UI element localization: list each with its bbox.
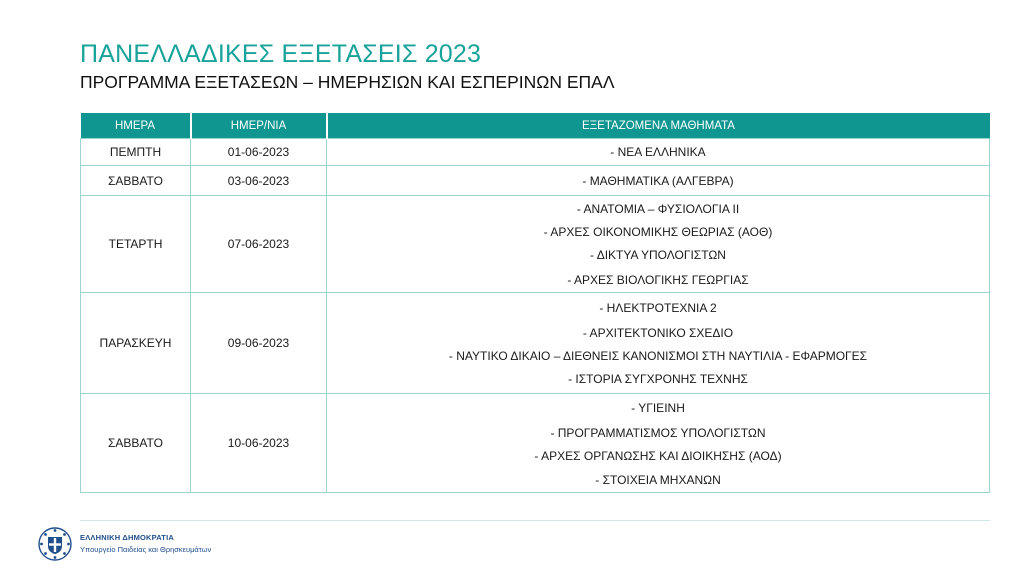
subject-item: - ΝΕΑ ΕΛΛΗΝΙΚΑ bbox=[610, 145, 706, 159]
day-cell: ΠΑΡΑΣΚΕΥΗ bbox=[81, 293, 191, 394]
subject-item: - ΗΛΕΚΤΡΟΤΕΧΝΙΑ 2 bbox=[599, 301, 717, 315]
subject-item: - ΔΙΚΤΥΑ ΥΠΟΛΟΓΙΣΤΩΝ bbox=[590, 248, 726, 262]
column-header-subjects: ΕΞΕΤΑΖΟΜΕΝΑ ΜΑΘΗΜΑΤΑ bbox=[327, 113, 990, 139]
subjects-cell bbox=[327, 139, 990, 166]
date-cell: 09-06-2023 bbox=[191, 293, 327, 394]
footer-divider bbox=[80, 520, 990, 521]
subject-item: - ΑΝΑΤΟΜΙΑ – ΦΥΣΙΟΛΟΓΙΑ ΙΙ bbox=[576, 201, 740, 216]
subjects-cell bbox=[327, 394, 990, 493]
exam-schedule-table bbox=[80, 113, 990, 493]
date-cell: 01-06-2023 bbox=[191, 139, 327, 166]
column-header-day: ΗΜΕΡΑ bbox=[81, 113, 191, 139]
table-row bbox=[81, 166, 990, 196]
column-header-date: ΗΜΕΡ/ΝΙΑ bbox=[191, 113, 327, 139]
subject-item: - ΜΑΘΗΜΑΤΙΚΑ (ΑΛΓΕΒΡΑ) bbox=[582, 173, 734, 188]
subject-item: - ΑΡΧΕΣ ΟΡΓΑΝΩΣΗΣ ΚΑΙ ΔΙΟΙΚΗΣΗΣ (ΑΟΔ) bbox=[534, 448, 782, 463]
subjects-cell bbox=[327, 196, 990, 293]
subject-item: - ΣΤΟΙΧΕΙΑ ΜΗΧΑΝΩΝ bbox=[595, 472, 721, 487]
day-cell: ΠΕΜΠΤΗ bbox=[81, 139, 191, 166]
subject-item: - ΥΓΙΕΙΝΗ bbox=[631, 401, 685, 415]
footer-republic-label: ΕΛΛΗΝΙΚΗ ΔΗΜΟΚΡΑΤΙΑ bbox=[80, 533, 174, 542]
subject-item: - ΑΡΧΕΣ ΟΙΚΟΝΟΜΙΚΗΣ ΘΕΩΡΙΑΣ (ΑΟΘ) bbox=[543, 225, 773, 239]
page-subtitle: ΠΡΟΓΡΑΜΜΑ ΕΞΕΤΑΣΕΩΝ – ΗΜΕΡΗΣΙΩΝ ΚΑΙ ΕΣΠΕΡΙΝΩΝ ΕΠΑΛ bbox=[80, 72, 615, 92]
page-title: ΠΑΝΕΛΛΑΔΙΚΕΣ ΕΞΕΤΑΣΕΙΣ 2023 bbox=[80, 40, 482, 68]
subject-item: - ΙΣΤΟΡΙΑ ΣΥΓΧΡΟΝΗΣ ΤΕΧΝΗΣ bbox=[568, 372, 748, 386]
subject-item: - ΠΡΟΓΡΑΜΜΑΤΙΣΜΟΣ ΥΠΟΛΟΓΙΣΤΩΝ bbox=[550, 426, 766, 440]
table-row bbox=[81, 139, 990, 166]
table-header-row bbox=[81, 113, 990, 139]
day-cell: ΤΕΤΑΡΤΗ bbox=[81, 196, 191, 293]
date-cell: 10-06-2023 bbox=[191, 394, 327, 493]
table-body bbox=[81, 139, 990, 493]
table-row bbox=[81, 293, 990, 394]
footer-ministry-label: Υπουργείο Παιδείας και Θρησκευμάτων bbox=[80, 545, 212, 554]
subject-item: - ΑΡΧΙΤΕΚΤΟΝΙΚΟ ΣΧΕΔΙΟ bbox=[582, 325, 734, 340]
subjects-cell bbox=[327, 293, 990, 394]
table-row bbox=[81, 394, 990, 493]
subjects-cell bbox=[327, 166, 990, 196]
day-cell: ΣΑΒΒΑΤΟ bbox=[81, 394, 191, 493]
date-cell: 03-06-2023 bbox=[191, 166, 327, 196]
table-row bbox=[81, 196, 990, 293]
subject-item: - ΑΡΧΕΣ ΒΙΟΛΟΓΙΚΗΣ ΓΕΩΡΓΙΑΣ bbox=[567, 272, 749, 287]
day-cell: ΣΑΒΒΑΤΟ bbox=[81, 166, 191, 196]
greek-coat-of-arms-icon bbox=[38, 527, 72, 561]
date-cell: 07-06-2023 bbox=[191, 196, 327, 293]
subject-item: - ΝΑΥΤΙΚΟ ΔΙΚΑΙΟ – ΔΙΕΘΝΕΙΣ ΚΑΝΟΝΙΣΜΟΙ ΣΤΗ ΝΑΥΤΙΛΙΑ - ΕΦΑΡΜΟΓΕΣ bbox=[448, 348, 868, 363]
